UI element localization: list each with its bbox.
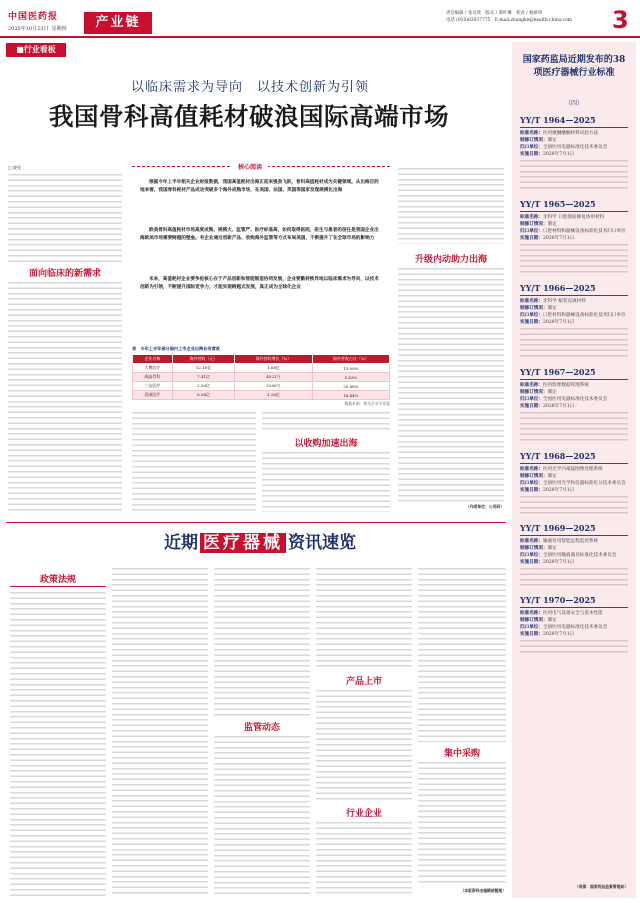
column-tag-label: 行业看板 bbox=[23, 45, 56, 54]
news-briefs-title-post: 资讯速览 bbox=[288, 533, 356, 553]
standard-type-value: 制定 bbox=[547, 222, 557, 227]
table-cell: 爱康医疗 bbox=[133, 391, 173, 400]
page-number: 3 bbox=[612, 6, 629, 34]
standard-date-value: 2026年7月1日 bbox=[542, 488, 575, 493]
news-briefs-title bbox=[100, 528, 420, 553]
news-column-5a-text bbox=[418, 566, 506, 742]
standard-name-value: 医用聚醚醚酮材料试验方法 bbox=[542, 131, 599, 136]
headline: 我国骨科高值耗材破浪国际高端市场 bbox=[49, 102, 449, 131]
standard-date-value: 2026年7月1日 bbox=[542, 320, 575, 325]
standards-list bbox=[520, 112, 628, 660]
column-tag bbox=[6, 43, 66, 57]
standard-item bbox=[520, 196, 628, 276]
table-cell: 7.41亿 bbox=[172, 373, 235, 382]
standard-unit bbox=[520, 312, 628, 319]
standard-date-value: 2026年7月1日 bbox=[542, 152, 575, 157]
sidebar bbox=[512, 42, 636, 898]
table-row bbox=[133, 391, 390, 400]
standard-type bbox=[520, 389, 628, 396]
news-briefs-title-pre: 近期 bbox=[164, 533, 198, 553]
editor-credits bbox=[446, 10, 572, 24]
sidebar-title: 国家药监局近期发布的38项医疗器械行业标准 bbox=[522, 55, 626, 78]
standard-type bbox=[520, 305, 628, 312]
standard-code: YY/T 1967—2025 bbox=[520, 364, 628, 380]
label-date: 实施日期： bbox=[520, 236, 543, 241]
standard-type-value: 制定 bbox=[547, 138, 557, 143]
standard-unit bbox=[520, 480, 628, 487]
standard-unit-value: 全国医用电器标准化技术委员会 bbox=[542, 397, 608, 402]
standard-code: YY/T 1964—2025 bbox=[520, 112, 628, 128]
standard-unit-value: 全国医用电器标准化技术委员会 bbox=[542, 625, 608, 630]
standard-date bbox=[520, 319, 628, 326]
table-cell: 20.88% bbox=[312, 382, 389, 391]
table-row bbox=[133, 382, 390, 391]
standard-name-value: 输液泵用智能远程监控系统 bbox=[542, 539, 599, 544]
newspaper-logo: 中国医药报 bbox=[8, 12, 59, 22]
contact-email: E-mail:zhangke@health-china.com bbox=[494, 18, 572, 23]
heading-policy: 政策法规 bbox=[10, 572, 106, 587]
intro-paragraph-3: 未来，高值耗材企业要争抢核心在于产品创新和智能制造协同发展，企业要勤转换异地以临床需求为导向，以技术创新为引领，不断提升国际竞争力，才能实现跨越式发展，真正成为全球化企业 bbox=[140, 277, 379, 290]
standard-type-value: 制定 bbox=[547, 306, 557, 311]
standard-unit bbox=[520, 552, 628, 559]
label-type: 制修订情况： bbox=[520, 222, 548, 227]
subhead-upgrade: 升级内动助力出海 bbox=[414, 255, 487, 265]
table-cell: 5.83% bbox=[312, 373, 389, 382]
standard-desc bbox=[520, 242, 628, 276]
news-column-3a-text bbox=[214, 566, 310, 716]
standard-desc bbox=[520, 410, 628, 444]
standard-date-value: 2026年7月1日 bbox=[542, 560, 575, 565]
table-header-cell: 海外营收增长（%） bbox=[235, 355, 312, 364]
table-cell: 4321万 bbox=[235, 373, 312, 382]
kicker: 以临床需求为导向 以技术创新为引领 bbox=[130, 80, 369, 95]
label-name: 标准名称： bbox=[520, 467, 543, 472]
heading-industry: 行业企业 bbox=[345, 809, 382, 819]
news-column-2-text bbox=[112, 566, 208, 896]
news-column-4c-text bbox=[316, 820, 412, 896]
standard-name-value: 牙科学 根管充填材料 bbox=[542, 299, 586, 304]
news-column-4b-text bbox=[316, 688, 412, 800]
standard-date-value: 2026年7月1日 bbox=[542, 632, 575, 637]
label-unit: 归口单位： bbox=[520, 397, 543, 402]
table-cell: 三友医疗 bbox=[133, 382, 173, 391]
standard-unit bbox=[520, 624, 628, 631]
standard-unit-value: 全国医用光学和仪器标准化分技术委员会 bbox=[542, 481, 626, 486]
proofreader: 校对 / 杨妍妍 bbox=[516, 11, 543, 16]
standard-date-value: 2026年7月1日 bbox=[542, 404, 575, 409]
news-briefs-title-highlight: 医疗器械 bbox=[200, 533, 286, 553]
standard-date-value: 2026年7月1日 bbox=[542, 236, 575, 241]
standard-desc bbox=[520, 158, 628, 192]
standard-unit-value: 全国医用电器标准化技术委员会 bbox=[542, 145, 608, 150]
author-note: （作者单位：公司研） bbox=[466, 504, 504, 509]
subhead-acquisition: 以收购加速出海 bbox=[294, 439, 358, 449]
standard-unit bbox=[520, 144, 628, 151]
section-title: 产业链 bbox=[84, 12, 152, 34]
news-column-4a-text bbox=[316, 566, 412, 670]
issue-weekday: 星期四 bbox=[51, 26, 67, 32]
body-column-1b-text bbox=[8, 280, 122, 512]
label-name: 标准名称： bbox=[520, 611, 543, 616]
sidebar-credit: （来源：国家药品监督管理局） bbox=[574, 884, 628, 889]
standard-unit-value: 口腔材料和器械设备标准化技术归口单位 bbox=[542, 313, 626, 318]
table-caption: 表 今年上半年部分国内上市企业出海业务营收 bbox=[132, 346, 220, 351]
standard-name bbox=[520, 538, 628, 545]
standard-desc bbox=[520, 494, 628, 516]
table-header-cell: 海外营收（元） bbox=[172, 355, 235, 364]
standard-date bbox=[520, 487, 628, 494]
overseas-revenue-table bbox=[132, 354, 390, 400]
label-name: 标准名称： bbox=[520, 131, 543, 136]
table-header-cell: 企业名称 bbox=[133, 355, 173, 364]
standard-code: YY/T 1970—2025 bbox=[520, 592, 628, 608]
standard-unit-value: 全国医用输液器具标准化技术委员会 bbox=[542, 553, 617, 558]
label-type: 制修订情况： bbox=[520, 474, 548, 479]
label-date: 实施日期： bbox=[520, 488, 543, 493]
issue-date bbox=[8, 25, 67, 32]
label-type: 制修订情况： bbox=[520, 138, 548, 143]
standard-desc bbox=[520, 326, 628, 360]
masthead-rule bbox=[0, 36, 640, 38]
label-date: 实施日期： bbox=[520, 560, 543, 565]
body-column-4b-text bbox=[398, 266, 504, 502]
intro-paragraph-1: 根据今年上半年相关企业财报数据，我国高值耗材出海正迎来强劲飞跃，骨科高值耗材成为关键领域。从出海目的地来看，我国骨科耗材产品成功突破多个海外成熟市场，在美国、法国、英国等国家发现规模化出海 bbox=[140, 180, 379, 193]
table-source: 数据来源：相关企业半年报 bbox=[344, 401, 390, 406]
standard-name-value: 医用光学内窥镜图像处理系统 bbox=[542, 467, 603, 472]
body-column-1-text bbox=[8, 172, 122, 262]
table-cell: 5200万 bbox=[235, 382, 312, 391]
standard-type-value: 制定 bbox=[547, 618, 557, 623]
standard-unit bbox=[520, 396, 628, 403]
table-cell: 威高骨科 bbox=[133, 373, 173, 382]
standard-name bbox=[520, 610, 628, 617]
label-date: 实施日期： bbox=[520, 404, 543, 409]
standard-desc bbox=[520, 638, 628, 656]
news-column-5b-text bbox=[418, 760, 506, 886]
standard-item bbox=[520, 364, 628, 444]
standard-item bbox=[520, 592, 628, 656]
label-unit: 归口单位： bbox=[520, 481, 543, 486]
table-cell: 6.94亿 bbox=[172, 391, 235, 400]
standard-type-value: 制定 bbox=[547, 390, 557, 395]
standard-type bbox=[520, 473, 628, 480]
table-row bbox=[133, 373, 390, 382]
table-cell: 13.00% bbox=[312, 364, 389, 373]
standard-code: YY/T 1969—2025 bbox=[520, 520, 628, 536]
label-type: 制修订情况： bbox=[520, 306, 548, 311]
designer: 版式 / 谭叶琳 bbox=[485, 11, 512, 16]
masthead bbox=[0, 0, 640, 38]
table-header-cell: 海外营收占比（%） bbox=[312, 355, 389, 364]
label-unit: 归口单位： bbox=[520, 229, 543, 234]
news-column-1-text bbox=[10, 590, 106, 896]
intro-box-title: 核心阅读 bbox=[232, 162, 268, 171]
contact-phone: 电话 (010)83037775 bbox=[446, 18, 491, 23]
label-name: 标准名称： bbox=[520, 383, 543, 388]
standard-type bbox=[520, 617, 628, 624]
standard-item bbox=[520, 448, 628, 516]
standard-name bbox=[520, 382, 628, 389]
subhead-clinical-demand: 面向临床的新需求 bbox=[28, 269, 101, 279]
standard-date bbox=[520, 151, 628, 158]
standard-name-value: 医用影像数据管理系统 bbox=[542, 383, 589, 388]
tag-marker-icon: ■ bbox=[16, 45, 24, 54]
sidebar-subtitle: （四） bbox=[564, 100, 583, 107]
heading-product-launch: 产品上市 bbox=[345, 677, 382, 687]
heading-regulation: 监管动态 bbox=[243, 723, 280, 733]
standard-name bbox=[520, 130, 628, 137]
label-unit: 归口单位： bbox=[520, 313, 543, 318]
editor: 责任编辑 / 张司欣 bbox=[446, 11, 482, 16]
standard-date bbox=[520, 403, 628, 410]
label-name: 标准名称： bbox=[520, 215, 543, 220]
standard-name-value: 牙科学 口腔颌面修复体用材料 bbox=[542, 215, 605, 220]
table-cell: 12.10亿 bbox=[172, 364, 235, 373]
heading-procurement: 集中采购 bbox=[443, 749, 480, 759]
standard-name bbox=[520, 214, 628, 221]
standard-code: YY/T 1966—2025 bbox=[520, 280, 628, 296]
news-column-3b-text bbox=[214, 734, 310, 896]
intro-box bbox=[132, 166, 390, 343]
body-column-4a-text bbox=[398, 166, 504, 244]
standard-type bbox=[520, 137, 628, 144]
label-date: 实施日期： bbox=[520, 152, 543, 157]
standard-name bbox=[520, 298, 628, 305]
table-cell: 大博医疗 bbox=[133, 364, 173, 373]
table-cell: 1.28亿 bbox=[235, 391, 312, 400]
standard-item bbox=[520, 112, 628, 192]
standard-date bbox=[520, 631, 628, 638]
standard-name bbox=[520, 466, 628, 473]
table-row bbox=[133, 364, 390, 373]
standard-desc bbox=[520, 566, 628, 588]
byline: □ 晓雯 bbox=[8, 165, 22, 170]
label-type: 制修订情况： bbox=[520, 546, 548, 551]
standard-code: YY/T 1968—2025 bbox=[520, 448, 628, 464]
standard-name-value: 医用电气设备安全与基本性能 bbox=[542, 611, 603, 616]
bottom-rule bbox=[6, 522, 506, 523]
label-date: 实施日期： bbox=[520, 632, 543, 637]
standard-type-value: 制定 bbox=[547, 474, 557, 479]
standard-item bbox=[520, 520, 628, 588]
label-name: 标准名称： bbox=[520, 299, 543, 304]
body-column-3a-text bbox=[262, 410, 390, 432]
standard-type-value: 制定 bbox=[547, 546, 557, 551]
table-cell: 1.68亿 bbox=[235, 364, 312, 373]
label-name: 标准名称： bbox=[520, 539, 543, 544]
body-column-3b-text bbox=[262, 450, 390, 512]
standard-type bbox=[520, 221, 628, 228]
standard-unit-value: 口腔材料和器械设备标准化技术归口单位 bbox=[542, 229, 626, 234]
standard-code: YY/T 1965—2025 bbox=[520, 196, 628, 212]
standard-date bbox=[520, 235, 628, 242]
label-unit: 归口单位： bbox=[520, 625, 543, 630]
intro-paragraph-2: 欧美骨科高值耗材市场高度成熟，规模大、监管严、医疗标准高，如何取得医院、医生与患者的信任是我国企业出海欧美市场需要跨越的壁垒。有企业通过创新产品、收购海外监管等方式布局美国，不断提升了在全球市场的影响力 bbox=[140, 228, 379, 241]
label-date: 实施日期： bbox=[520, 320, 543, 325]
label-type: 制修订情况： bbox=[520, 390, 548, 395]
table-cell: 18.44% bbox=[312, 391, 389, 400]
label-unit: 归口单位： bbox=[520, 553, 543, 558]
standard-item bbox=[520, 280, 628, 360]
standard-date bbox=[520, 559, 628, 566]
table-cell: 2.50亿 bbox=[172, 382, 235, 391]
standard-unit bbox=[520, 228, 628, 235]
issue-date-text: 2025年10月23日 bbox=[8, 26, 49, 32]
label-type: 制修订情况： bbox=[520, 618, 548, 623]
news-credit: （本版资料由编辑部整理） bbox=[460, 888, 506, 893]
body-column-2-text bbox=[132, 410, 256, 512]
table-header-row bbox=[133, 355, 390, 364]
standard-type bbox=[520, 545, 628, 552]
label-unit: 归口单位： bbox=[520, 145, 543, 150]
